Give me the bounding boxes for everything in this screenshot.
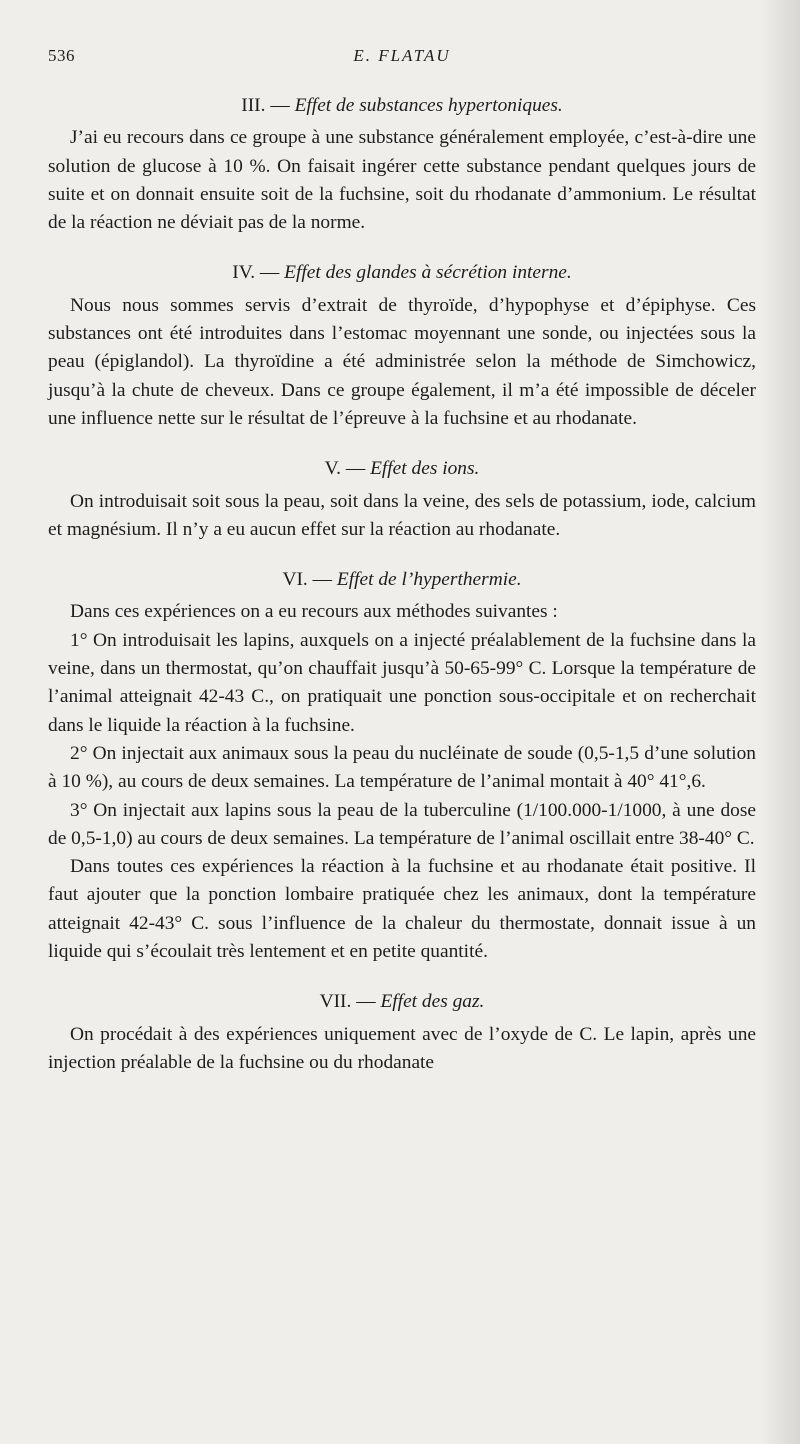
paragraph: J’ai eu recours dans ce groupe à une substance généralement employée, c’est-à-dire une solution de glucose à 10 %. On faisait ingérer cette substance pendant quelques jours de suite et on donnait ensuite soit de la fuchsine, soit du rhodanate d’ammonium. Le résultat de la réaction ne déviait pas de la norme. — [48, 127, 756, 234]
paragraph: On introduisait soit sous la peau, soit dans la veine, des sels de potassium, iode, calcium et magnésium. Il n’y a eu aucun effet sur la réaction au rhodanate. — [48, 490, 756, 540]
section-numeral: VII. — [319, 991, 352, 1013]
paragraph: 1° On introduisait les lapins, auxquels on a injecté préalablement de la fuchsine dans la veine, dans un thermostat, qu’on chauffait jusqu’à 50-65-99° C. Lorsque la température de l’animal atteignait 42-43 C., on pratiquait une ponction sous-occipitale et on recherchait dans le liquide la réaction à la fuchsine. — [48, 629, 756, 736]
section-numeral: VI. — [282, 569, 308, 591]
paragraph: On procédait à des expériences uniquement avec de l’oxyde de C. Le lapin, après une injection préalable de la fuchsine ou du rhodanate — [48, 1023, 756, 1073]
section-title: Effet des glandes à sécrétion interne. — [284, 262, 572, 284]
section-title: Effet des gaz. — [380, 991, 485, 1013]
paragraph: Nous nous sommes servis d’extrait de thyroïde, d’hypophyse et d’épiphyse. Ces substances ont été introduites dans l’estomac moyennant une sonde, ou injectées sous la peau (épiglandol). La thyroïdine a été administrée selon la méthode de Simchowicz, jusqu’à la chute de cheveux. Dans ce groupe également, il m’a été impossible de déceler une influence nette sur le résultat de l’épreuve à la fuchsine et au rhodanate. — [48, 294, 756, 429]
section-dash: — — [259, 262, 280, 284]
paragraph: 2° On injectait aux animaux sous la peau du nucléinate de soude (0,5-1,5 d’une solution à 10 %), au cours de deux semaines. La température de l’animal montait à 40° 41°,6. — [48, 742, 756, 793]
section-dash: — — [312, 569, 332, 591]
paragraph: Dans ces expériences on a eu recours aux méthodes suivantes : — [70, 601, 558, 623]
page-number: 536 — [48, 46, 75, 65]
section-heading-vii — [48, 988, 756, 1016]
section-title: Effet de l’hyperthermie. — [336, 569, 522, 591]
section-dash: — — [356, 991, 376, 1013]
running-title: E. FLATAU — [353, 46, 451, 65]
running-head — [48, 46, 756, 70]
section-heading-iv — [48, 259, 756, 287]
page-edge-shadow — [760, 0, 800, 1444]
section-numeral: V. — [324, 458, 341, 480]
paragraph: Dans toutes ces expériences la réaction à la fuchsine et au rhodanate était positive. Il faut ajouter que la ponction lombaire pratiquée chez les animaux, dont la température atteignait 42-43° C. sous l’influence de la chaleur du thermostate, donnait issue à un liquide qui s’écoulait très lentement et en petite quantité. — [48, 856, 756, 963]
section-title: Effet de substances hypertoniques. — [294, 95, 563, 116]
section-numeral: III. — [241, 95, 266, 116]
section-title: Effet des ions. — [370, 458, 480, 480]
body-text — [48, 92, 756, 1077]
section-dash: — — [270, 95, 290, 116]
section-dash: — — [345, 458, 366, 480]
paragraph: 3° On injectait aux lapins sous la peau de la tuberculine (1/100.000-1/1000, à une dose de 0,5-1,0) au cours de deux semaines. La température de l’animal oscillait entre 38-40° C. — [48, 799, 756, 849]
section-heading-iii — [48, 92, 756, 120]
section-numeral: IV. — [232, 262, 256, 284]
section-heading-v — [48, 455, 756, 483]
section-heading-vi — [48, 566, 756, 594]
